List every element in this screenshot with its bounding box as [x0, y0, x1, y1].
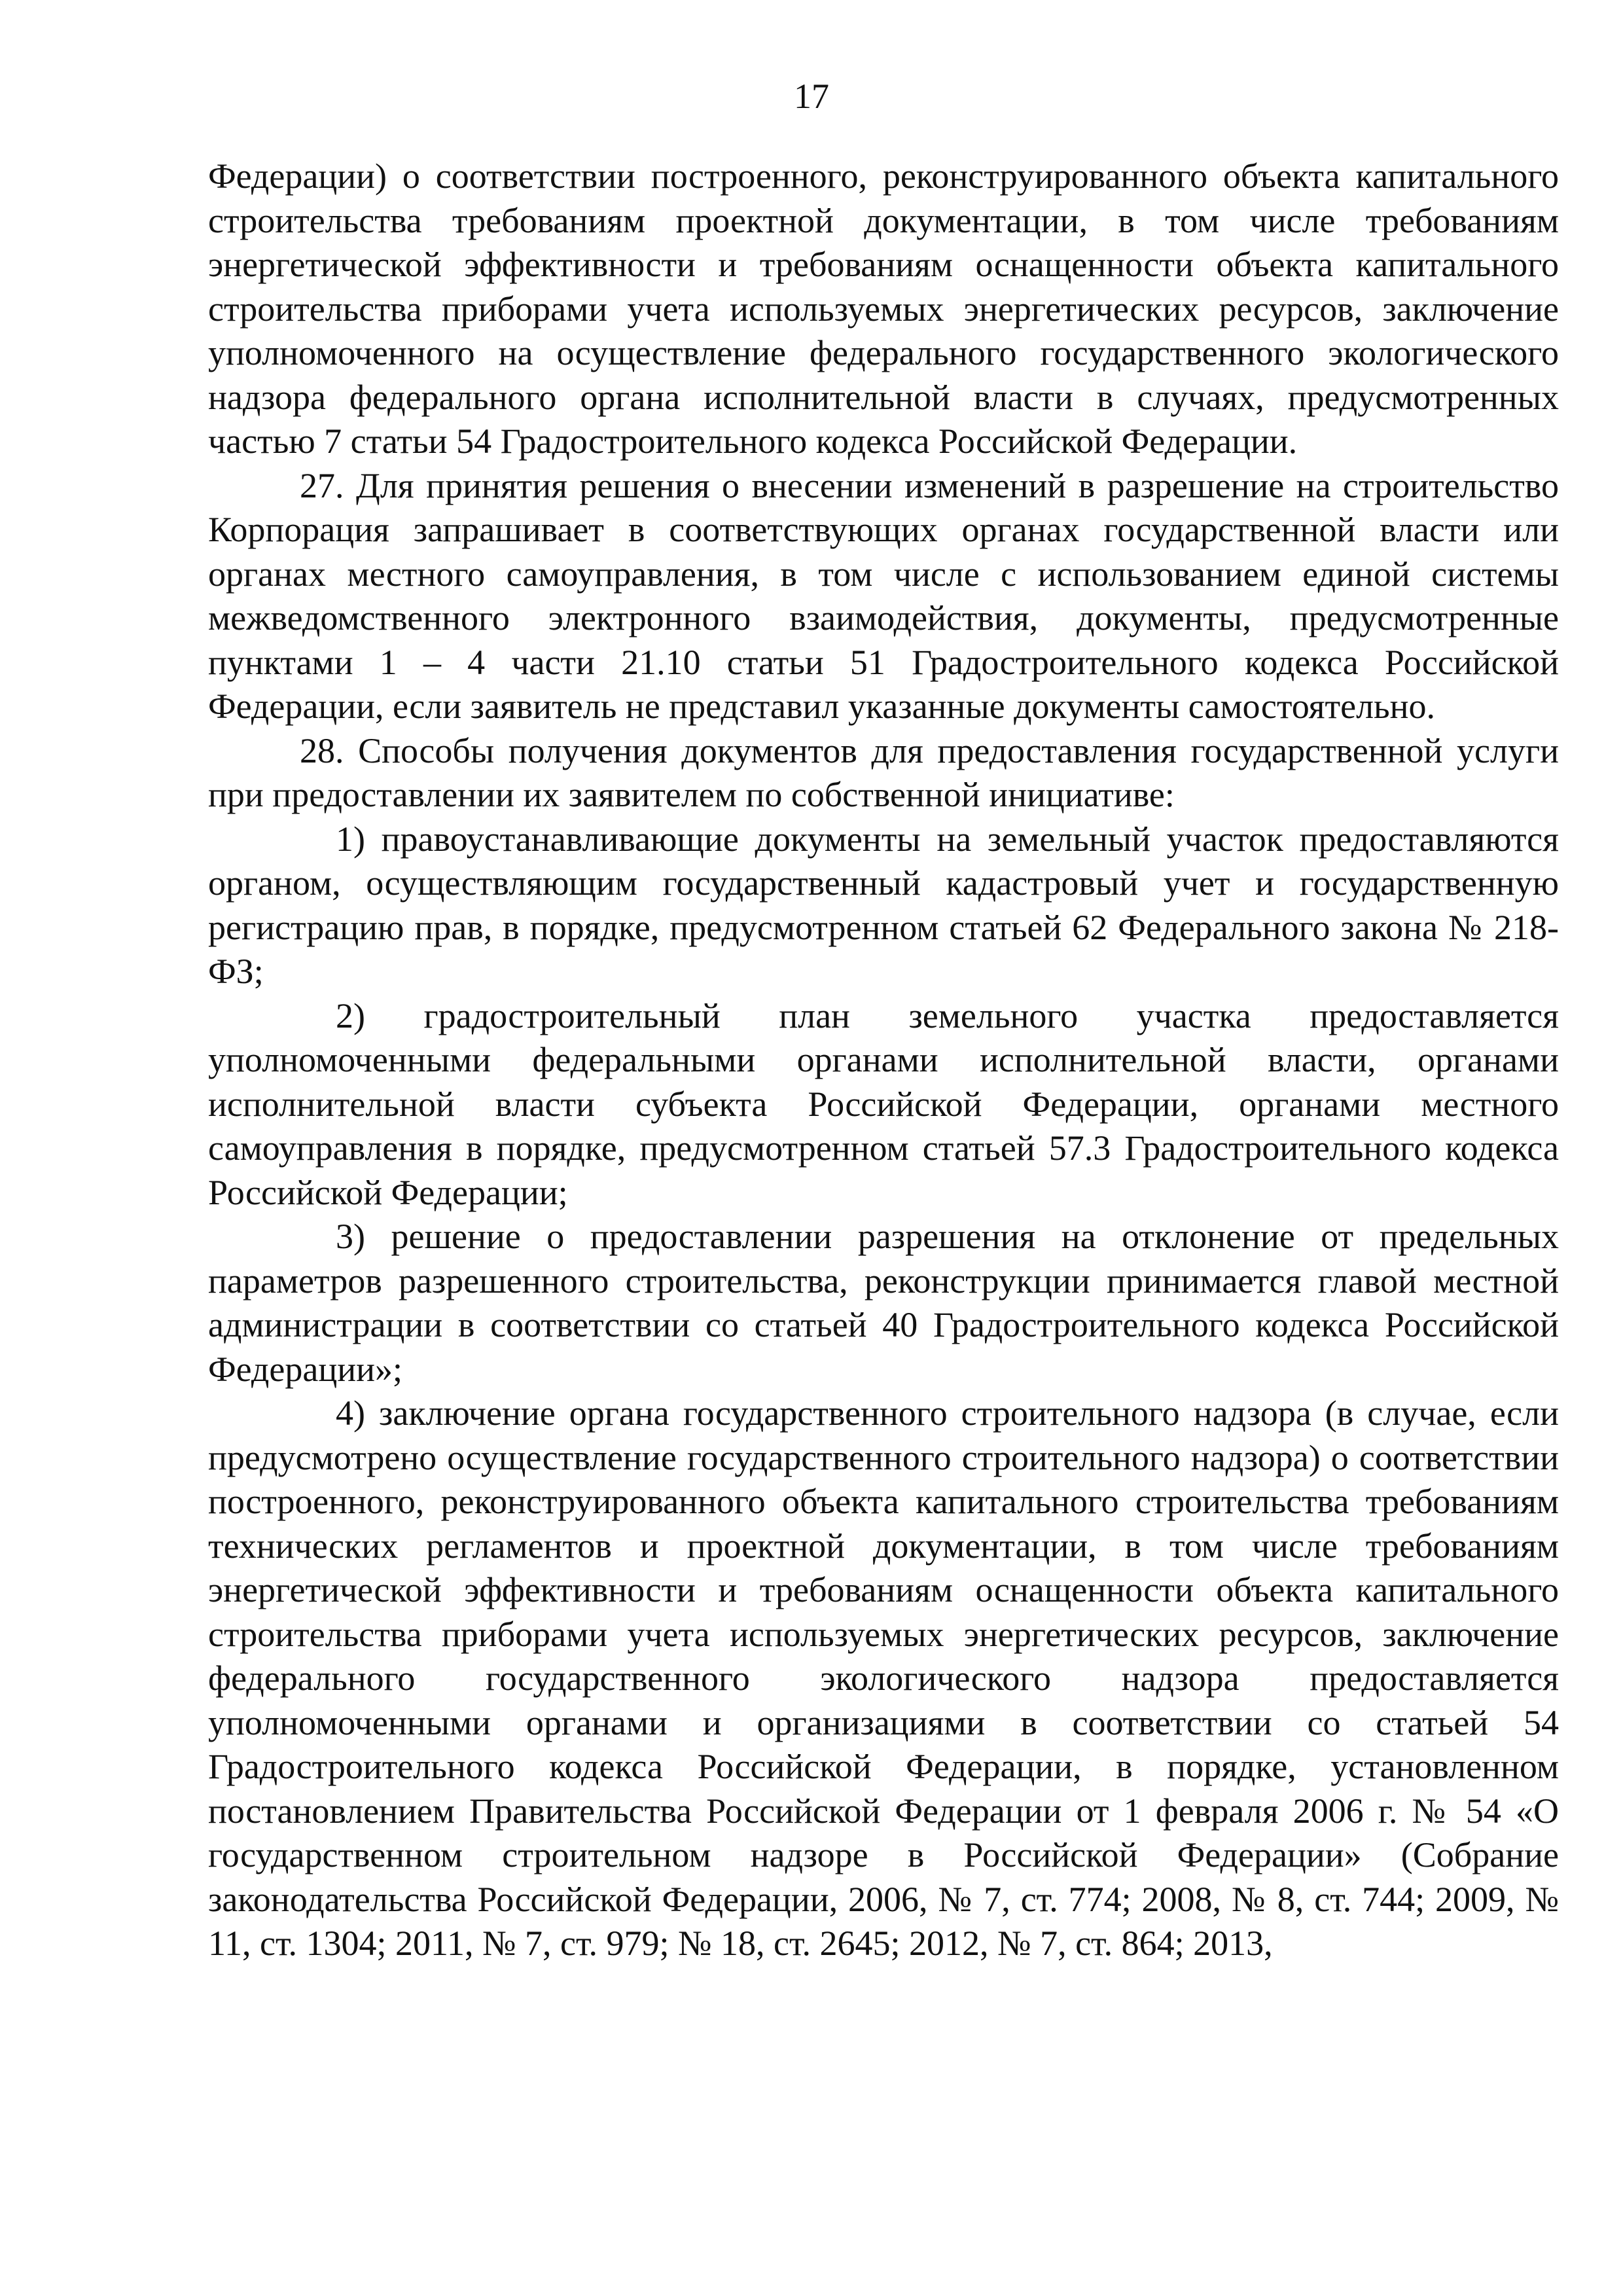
list-item-3: 3) решение о предоставлении разрешения на отклонение от предельных параметров разрешенного строительства, реконструкции принимается главой местной администрации в соответствии со статьей 40 Градостроительного кодекса Российской Федерации»;	[208, 1217, 1559, 1389]
document-text	[208, 154, 1559, 1966]
page-number: 17	[794, 77, 829, 116]
paragraph-continuation: Федерации) о соответствии построенного, реконструированного объекта капитального строительства требованиям проектной документации, в том числе требованиям энергетической эффективности и требованиям оснащенности объекта капитального строительства приборами учета используемых энергетических ресурсов, заключение уполномоченного на осуществление федерального государственного экологического надзора федерального органа исполнительной власти в случаях, предусмотренных частью 7 статьи 54 Градостроительного кодекса Российской Федерации.	[208, 156, 1559, 461]
paragraph-28: 28. Способы получения документов для предоставления государственной услуги при предоставлении их заявителем по собственной инициативе:	[208, 730, 1559, 814]
list-item-4: 4) заключение органа государственного строительного надзора (в случае, если предусмотрено осуществление государственного строительного надзора) о соответствии построенного, реконструированного объекта капитального строительства требованиям технических регламентов и проектной документации, в том числе требованиям энергетической эффективности и требованиям оснащенности объекта капитального строительства приборами учета используемых энергетических ресурсов, заключение федерального государственного экологического надзора предоставляется уполномоченными органами и организациями в соответствии со статьей 54 Градостроительного кодекса Российской Федерации, в порядке, установленном постановлением Правительства Российской Федерации от 1 февраля 2006 г. № 54 «О государственном строительном надзоре в Российской Федерации» (Собрание законодательства Российской Федерации, 2006, № 7, ст. 774; 2008, № 8, ст. 744; 2009, № 11, ст. 1304; 2011, № 7, ст. 979; № 18, ст. 2645; 2012, № 7, ст. 864; 2013,	[208, 1393, 1559, 1963]
paragraph-27: 27. Для принятия решения о внесении изменений в разрешение на строительство Корпорация запрашивает в соответствующих органах государственной власти или органах местного самоуправления, в том числе с использованием единой системы межведомственного электронного взаимодействия, документы, предусмотренные пунктами 1 – 4 части 21.10 статьи 51 Градостроительного кодекса Российской Федерации, если заявитель не представил указанные документы самостоятельно.	[208, 465, 1559, 726]
list-item-2: 2) градостроительный план земельного участка предоставляется уполномоченными федеральными органами исполнительной власти, органами исполнительной власти субъекта Российской Федерации, органами местного самоуправления в порядке, предусмотренном статьей 57.3 Градостроительного кодекса Российской Федерации;	[208, 996, 1559, 1212]
list-item-1: 1) правоустанавливающие документы на земельный участок предоставляются органом, осуществляющим государственный кадастровый учет и государственную регистрацию прав, в порядке, предусмотренном статьей 62 Федерального закона № 218-ФЗ;	[208, 819, 1559, 991]
